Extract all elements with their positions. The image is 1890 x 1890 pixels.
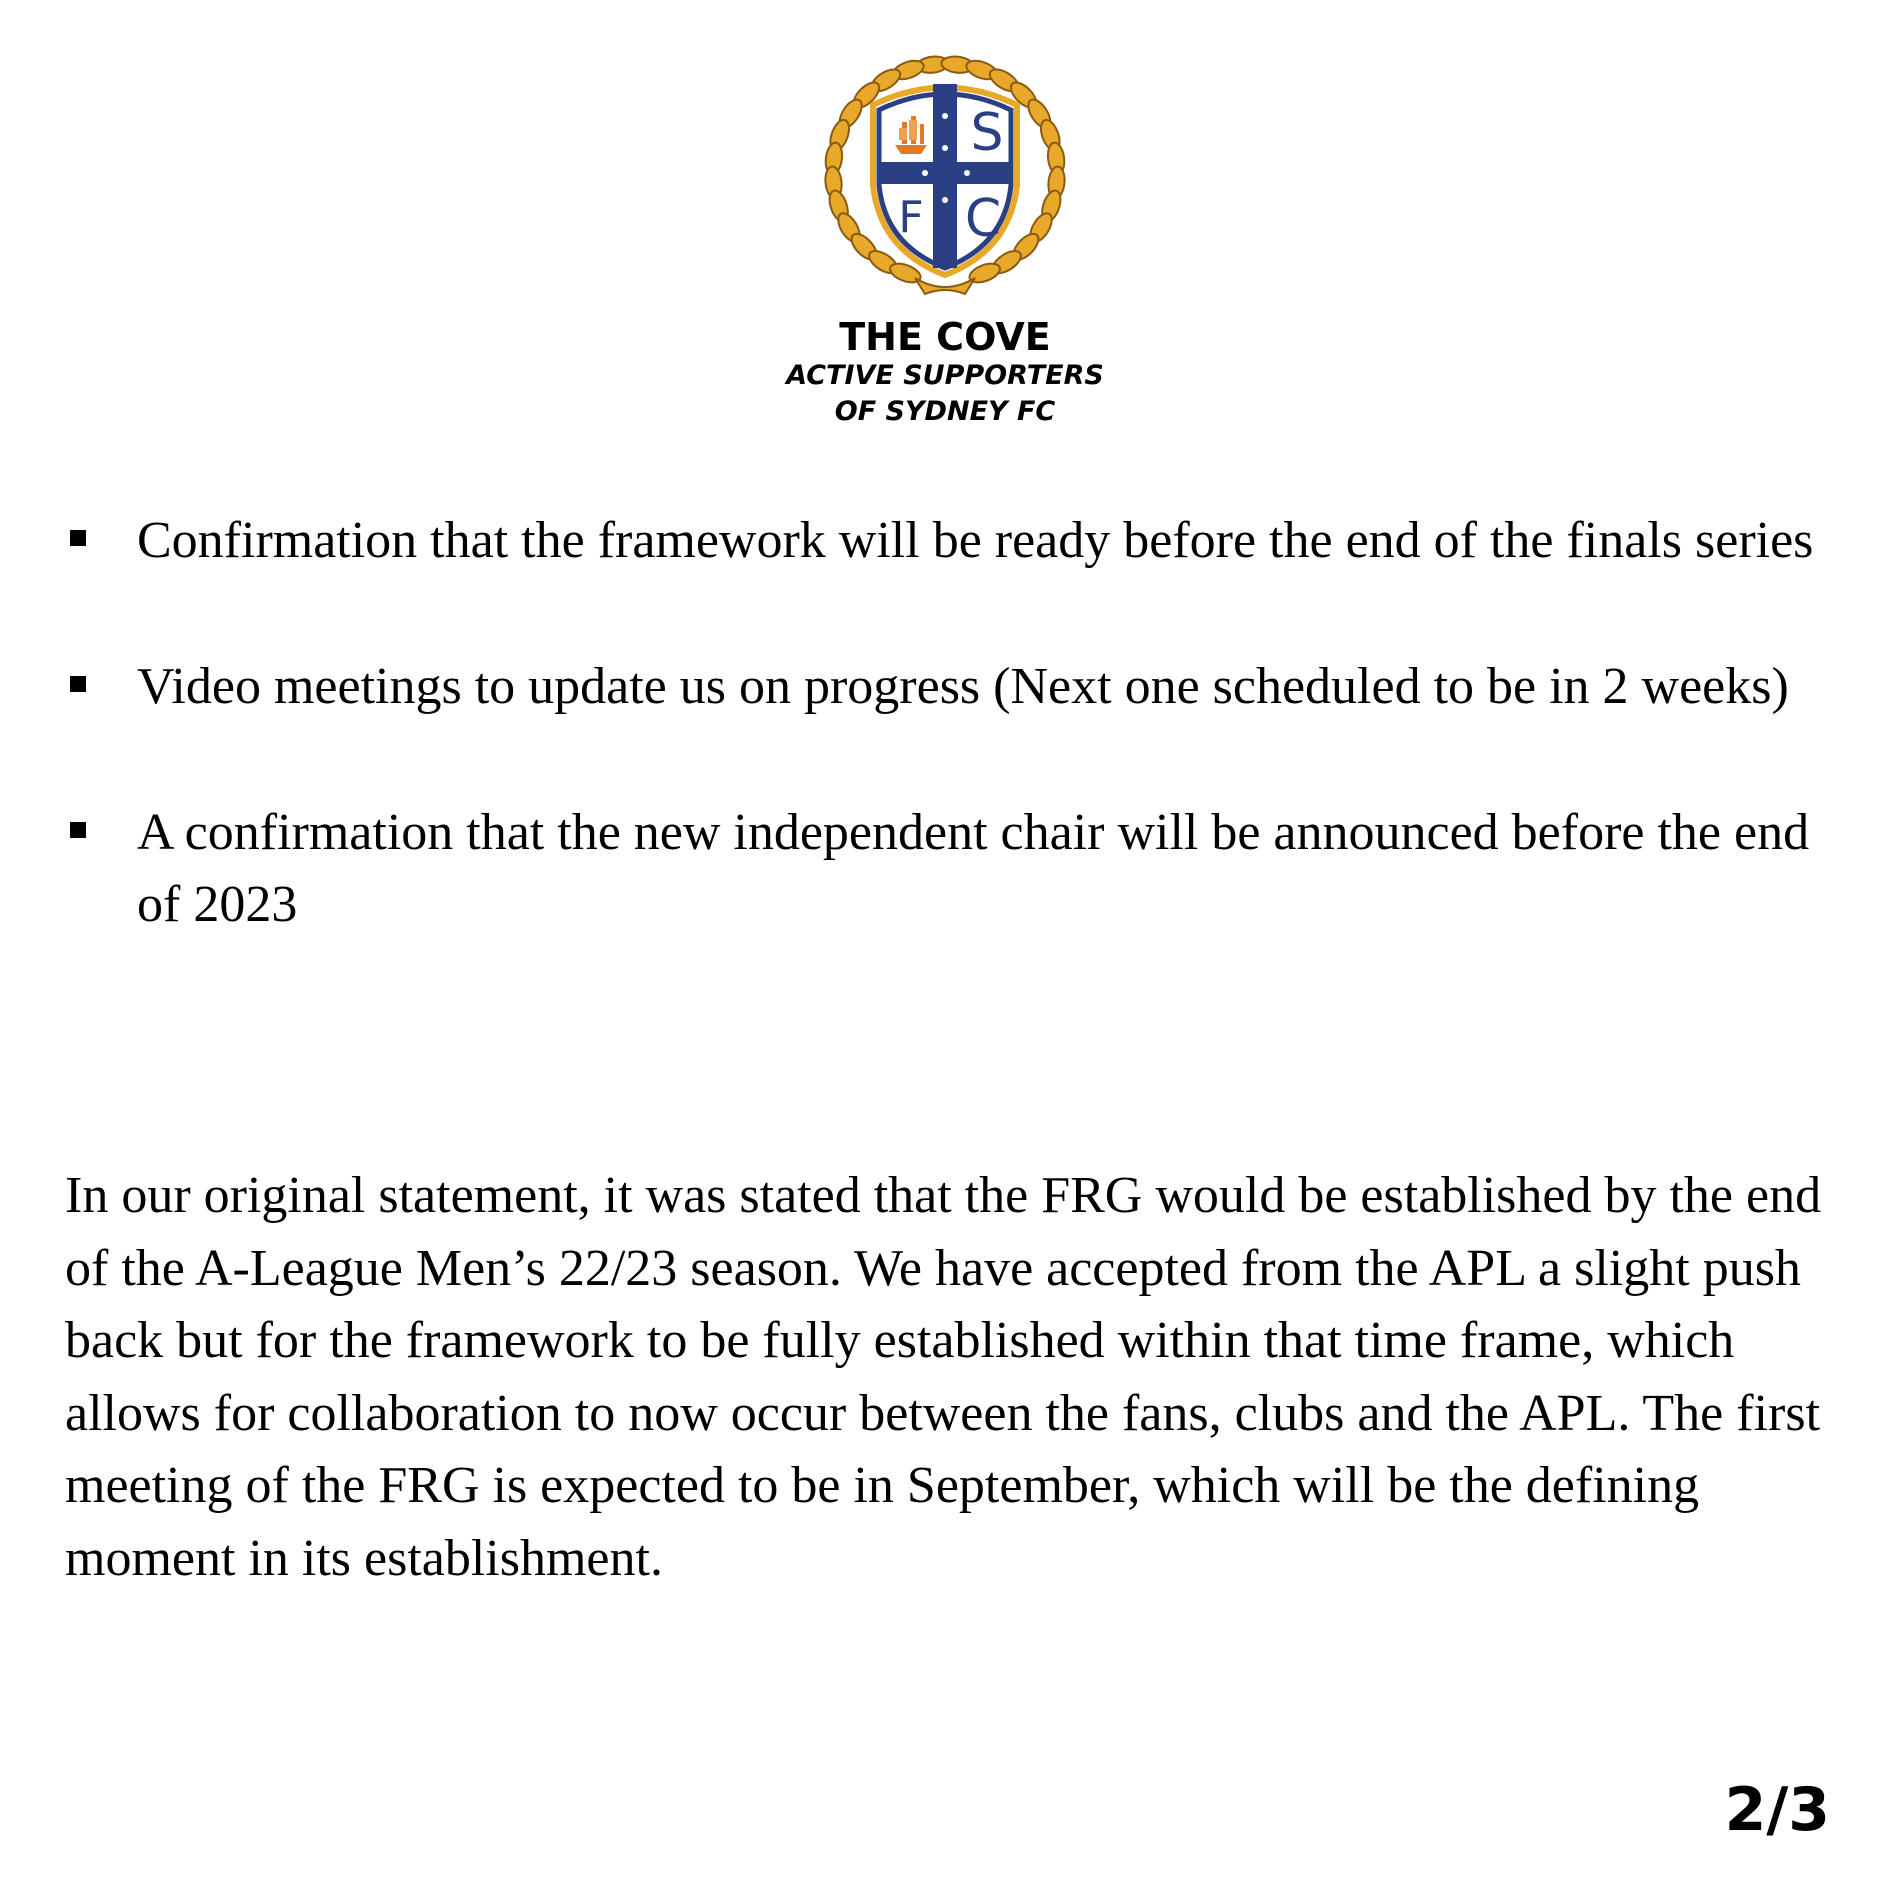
logo — [0, 50, 1890, 430]
bullet-text: Confirmation that the framework will be ready before the end of the finals series — [137, 512, 1814, 569]
logo-title: THE COVE — [839, 315, 1051, 359]
square-bullet-icon — [70, 530, 86, 546]
bullet-text: Video meetings to update us on progress (Next one scheduled to be in 2 weeks) — [137, 658, 1789, 715]
bullet-text: A confirmation that the new independent chair will be announced before the end of 2023 — [137, 804, 1810, 933]
square-bullet-icon — [70, 822, 86, 838]
square-bullet-icon — [70, 676, 86, 692]
crest-letter-s: S — [970, 103, 1004, 163]
bullet-item — [65, 651, 1855, 723]
wreath-ribbon — [915, 278, 975, 294]
body-paragraph: In our original statement, it was stated that the FRG would be established by the end of the A-League Men’s 22/23 season. We have accepted from the APL a slight push back but for the framework to be fully established within that time frame, which allows for collaboration to now occur between the fans, clubs and the APL. The first meeting of the FRG is expected to be in September, which will be the defining moment in its establishment. — [65, 1167, 1822, 1587]
crest-letter-f: F — [898, 192, 924, 243]
logo-subtitle-line1: ACTIVE SUPPORTERS — [786, 360, 1104, 391]
page-number: 2/3 — [1724, 1775, 1830, 1845]
bullet-list — [65, 505, 1855, 1015]
crest-letter-c: C — [964, 189, 1002, 249]
sydney-fc-crest-icon — [815, 50, 1075, 300]
bullet-item — [65, 797, 1855, 941]
logo-subtitle-line2: OF SYDNEY FC — [834, 396, 1056, 427]
bullet-item — [65, 505, 1855, 577]
